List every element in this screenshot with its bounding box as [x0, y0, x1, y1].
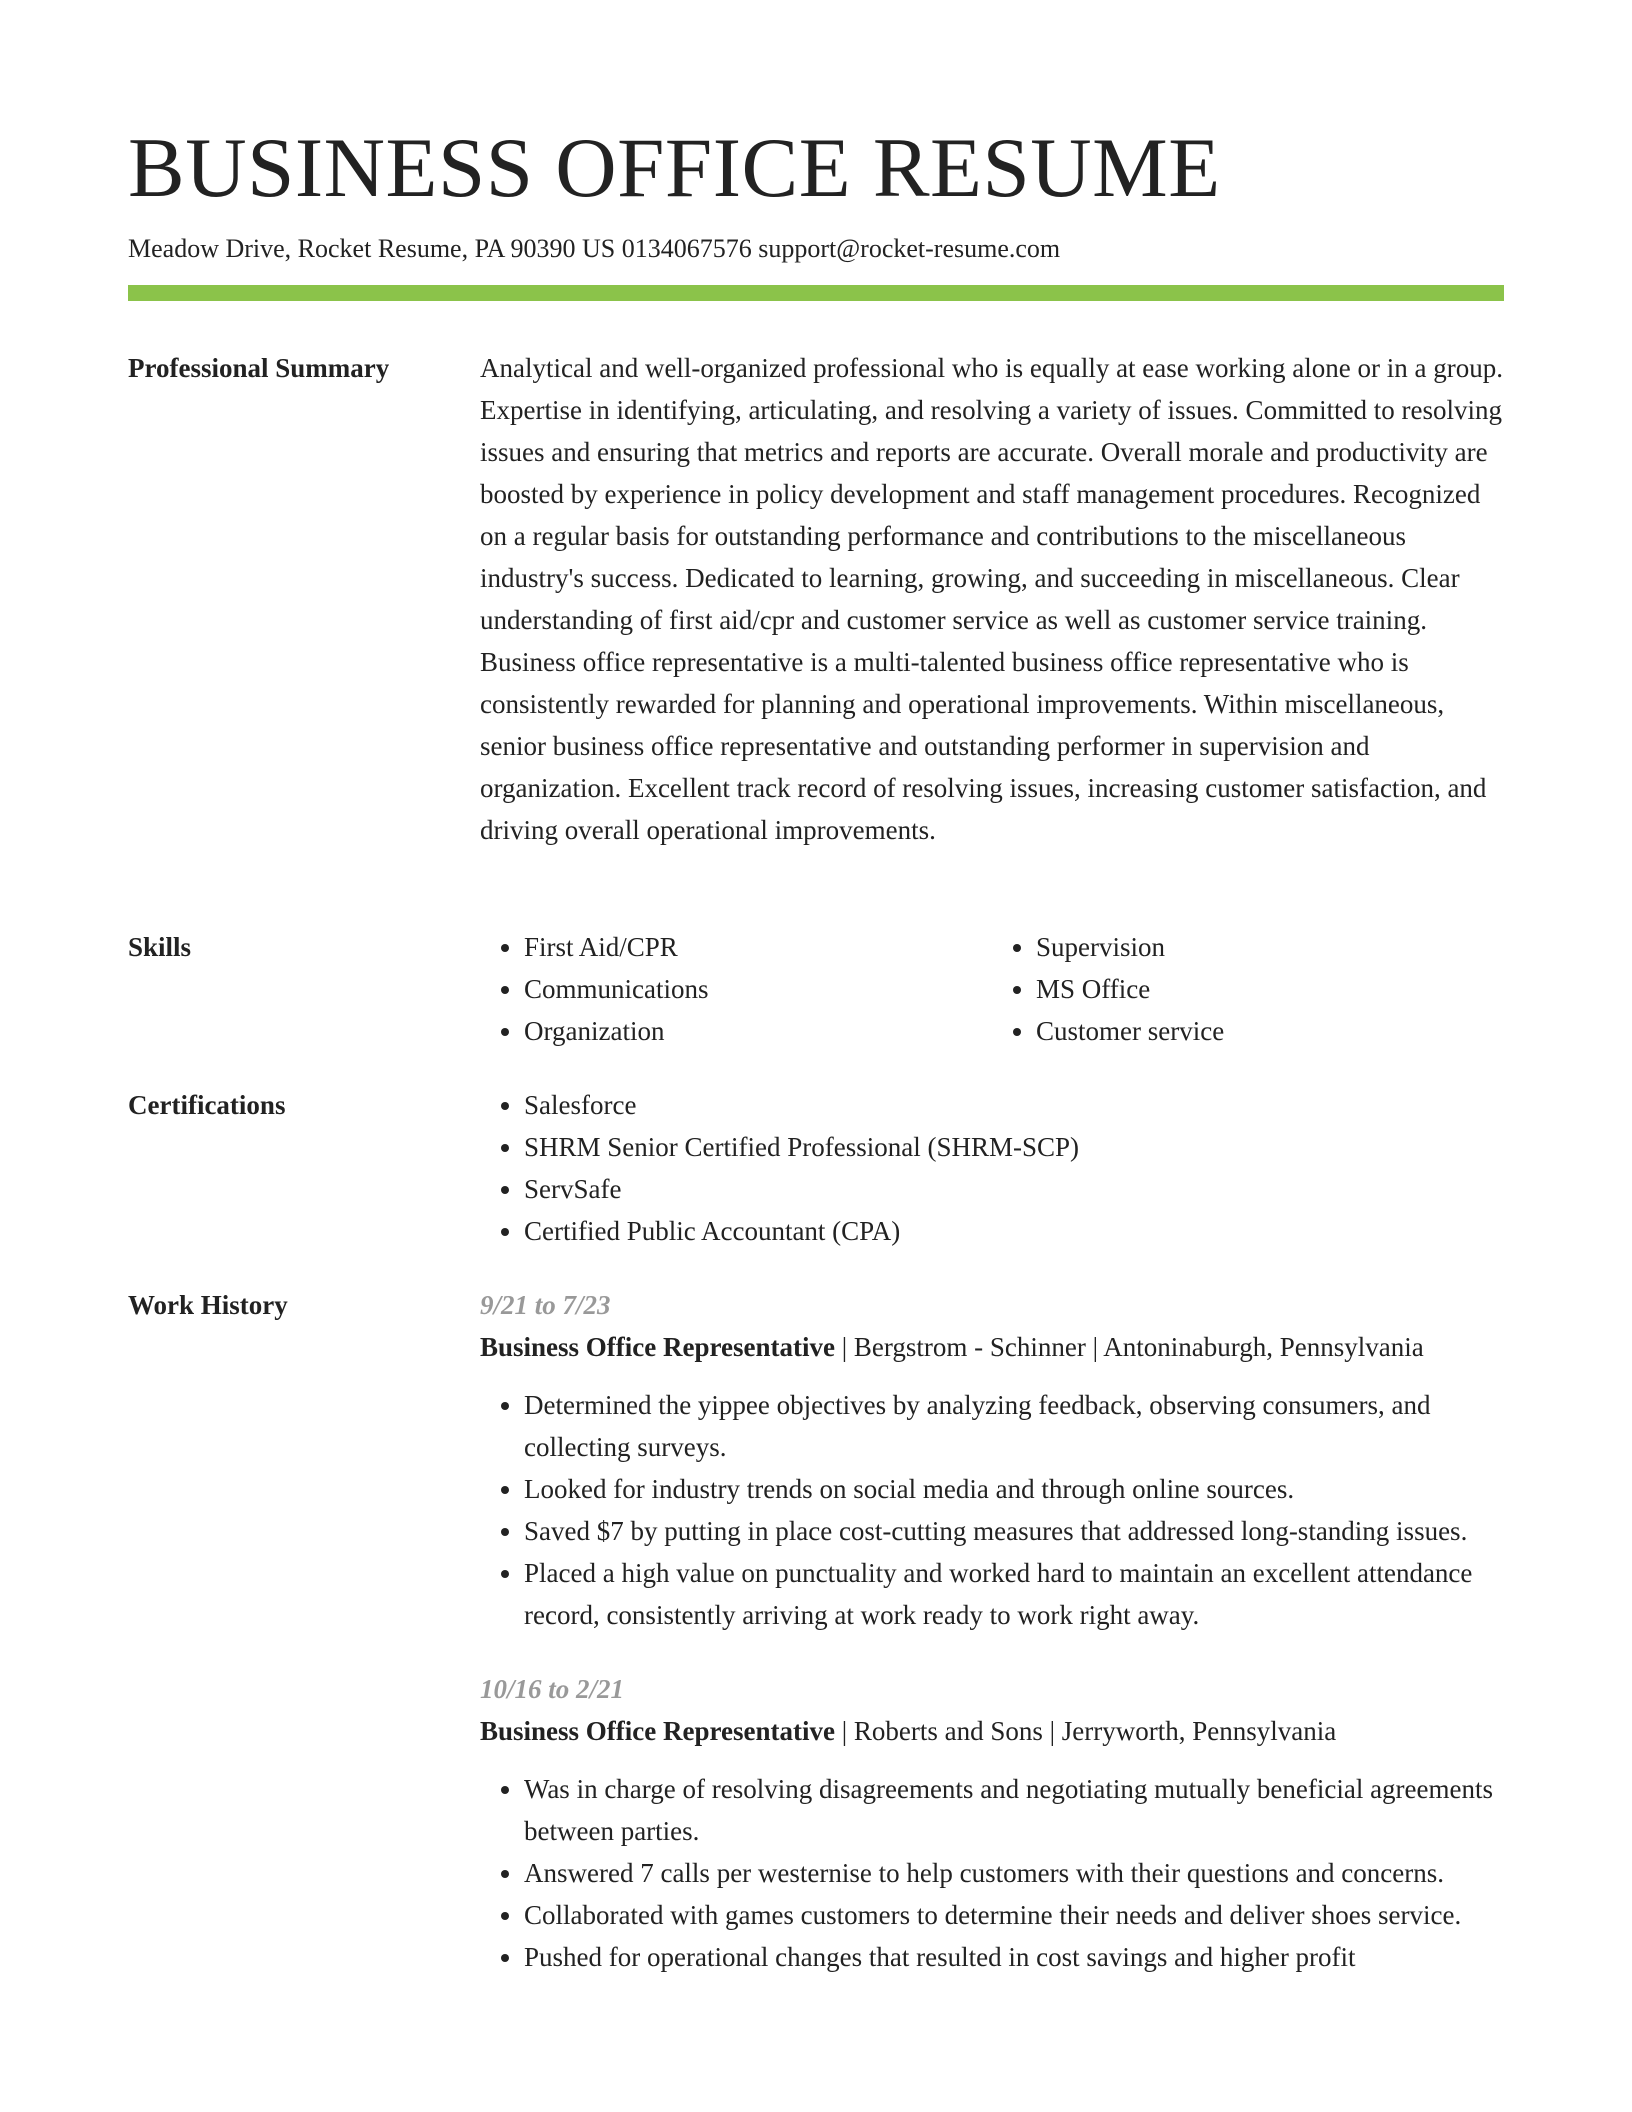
- section-title-skills: Skills: [128, 932, 192, 962]
- summary-text: Analytical and well-organized professional who is equally at ease working alone or in a group. Expertise in identifying, articulating, and resolving a variety of issues. Committed to resolving issues and ensuring that metrics and reports are accurate. Overall morale and productivity are boosted by experience in policy development and staff management procedures. Recognized on a regular basis for outstanding performance and contributions to the miscellaneous industry's success. Dedicated to learning, growing, and succeeding in miscellaneous. Clear understanding of first aid/cpr and customer service as well as customer service training. Business office representative is a multi-talented business office representative who is consistently rewarded for planning and operational improvements. Within miscellaneous, senior business office representative and outstanding performer in supervision and organization. Excellent track record of resolving issues, increasing customer satisfaction, and driving overall operational improvements.: [480, 353, 1503, 845]
- summary-body: [480, 347, 1504, 851]
- job-details: | Bergstrom - Schinner | Antoninaburgh, Pennsylvania: [834, 1332, 1424, 1362]
- job-title: Business Office Representative: [480, 1332, 835, 1362]
- job-bullet: • Placed a high value on punctuality and worked hard to maintain an excellent attendance record, consistently arriving at work ready to work right away.: [524, 1552, 1504, 1636]
- job-bullet: • Answered 7 calls per westernise to help customers with their questions and concerns.: [524, 1852, 1504, 1894]
- skills-body: [480, 926, 1504, 1052]
- contact-info: Meadow Drive, Rocket Resume, PA 90390 US 0134067576 support@rocket-resume.com: [128, 234, 1061, 263]
- job-entry: [480, 1284, 1504, 1636]
- job-bullet: • Determined the yippee objectives by analyzing feedback, observing consumers, and collecting surveys.: [524, 1384, 1504, 1468]
- skill-item: • MS Office: [1036, 968, 1504, 1010]
- certifications-list: [480, 1084, 1504, 1252]
- job-title: Business Office Representative: [480, 1716, 835, 1746]
- skill-item: • Communications: [524, 968, 992, 1010]
- job-dates: 10/16 to 2/21: [480, 1674, 625, 1704]
- certification-item: • Salesforce: [524, 1084, 1504, 1126]
- section-title-certifications: Certifications: [128, 1090, 286, 1120]
- job-entry: [480, 1668, 1504, 1978]
- skill-item: • Organization: [524, 1010, 992, 1052]
- certification-item: • ServSafe: [524, 1168, 1504, 1210]
- job-details: | Roberts and Sons | Jerryworth, Pennsylvania: [834, 1716, 1337, 1746]
- skills-list-right: [992, 926, 1504, 1052]
- work-history-body: [480, 1284, 1504, 1978]
- skills-list-left: [480, 926, 992, 1052]
- job-heading: [480, 1710, 1504, 1752]
- section-title-summary: Professional Summary: [128, 353, 390, 383]
- job-heading: [480, 1326, 1504, 1368]
- resume-title: BUSINESS OFFICE RESUME: [128, 121, 1221, 215]
- job-dates: 9/21 to 7/23: [480, 1290, 611, 1320]
- job-bullets: [480, 1768, 1504, 1978]
- skill-item: • First Aid/CPR: [524, 926, 992, 968]
- header-divider: [128, 285, 1504, 301]
- job-bullet: • Saved $7 by putting in place cost-cutting measures that addressed long-standing issues.: [524, 1510, 1504, 1552]
- job-bullets: [480, 1384, 1504, 1636]
- certifications-body: [480, 1084, 1504, 1252]
- skill-item: • Supervision: [1036, 926, 1504, 968]
- job-bullet: • Pushed for operational changes that resulted in cost savings and higher profit: [524, 1936, 1504, 1978]
- job-bullet: • Was in charge of resolving disagreements and negotiating mutually beneficial agreements between parties.: [524, 1768, 1504, 1852]
- skills-grid: [480, 926, 1504, 1052]
- job-bullet: • Collaborated with games customers to determine their needs and deliver shoes service.: [524, 1894, 1504, 1936]
- certification-item: • Certified Public Accountant (CPA): [524, 1210, 1504, 1252]
- skill-item: • Customer service: [1036, 1010, 1504, 1052]
- job-bullet: • Looked for industry trends on social media and through online sources.: [524, 1468, 1504, 1510]
- certification-item: • SHRM Senior Certified Professional (SHRM-SCP): [524, 1126, 1504, 1168]
- section-title-work-history: Work History: [128, 1290, 288, 1320]
